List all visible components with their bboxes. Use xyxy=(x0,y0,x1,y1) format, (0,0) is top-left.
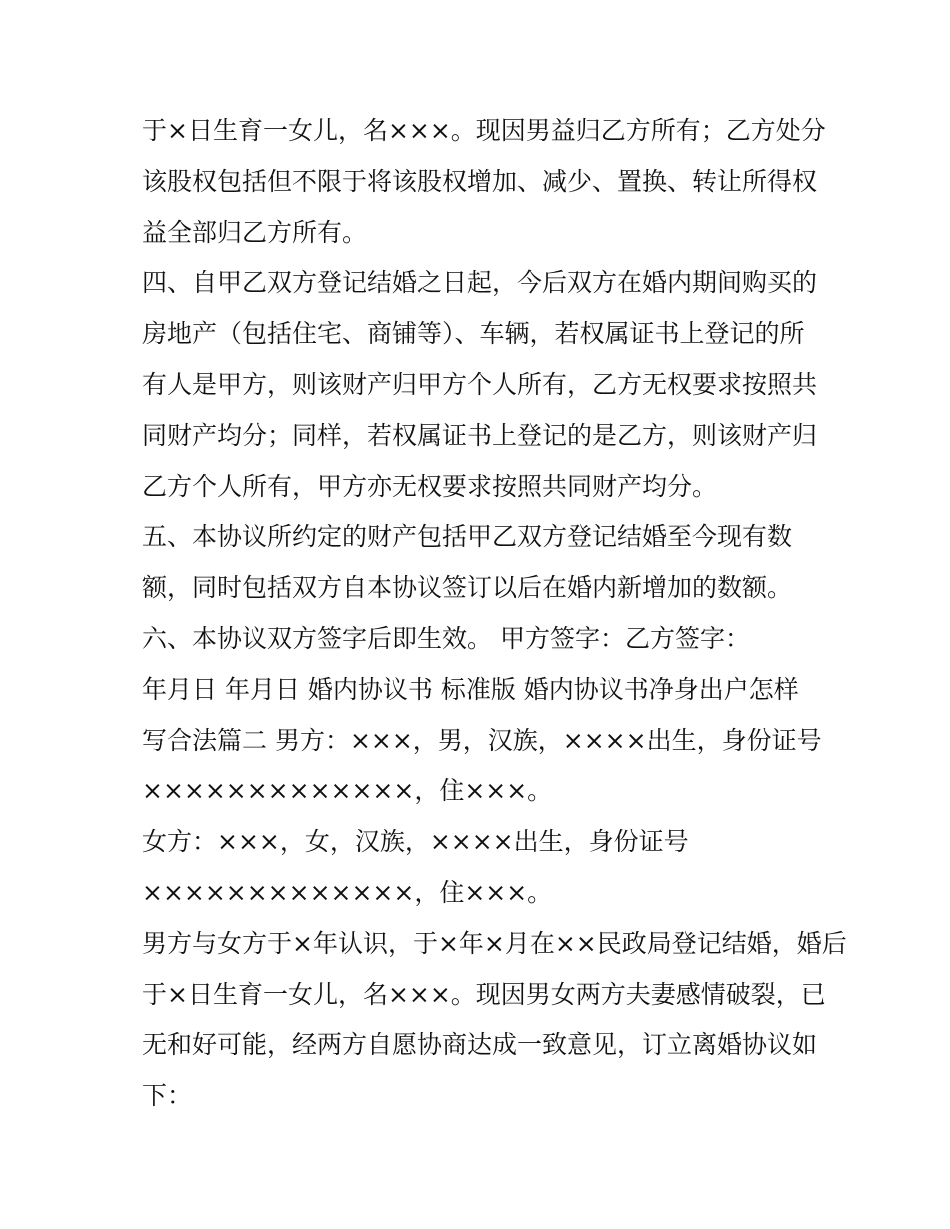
text-line: 有人是甲方，则该财产归甲方个人所有，乙方无权要求按照共 xyxy=(142,369,818,399)
text-line: 益全部归乙方所有。 xyxy=(142,217,368,247)
text-line: 四、自甲乙双方登记结婚之日起，今后双方在婚内期间购买的 xyxy=(142,268,818,298)
text-line: 于×日生育一女儿，名×××。现因男益归乙方所有；乙方处分 xyxy=(142,116,826,145)
text-line: 该股权包括但不限于将该股权增加、减少、置换、转让所得权 xyxy=(142,166,818,196)
text-line: ×××××××××××××，住×××。 xyxy=(142,776,553,806)
text-line: 五、本协议所约定的财产包括甲乙双方登记结婚至今现有数 xyxy=(142,522,793,552)
text-line: 乙方个人所有，甲方亦无权要求按照共同财产均分。 xyxy=(142,471,718,501)
text-line: 同财产均分；同样，若权属证书上登记的是乙方，则该财产归 xyxy=(142,420,818,450)
text-line: ×××××××××××××，住×××。 xyxy=(142,877,553,907)
text-line: 六、本协议双方签字后即生效。 甲方签字：乙方签字： xyxy=(142,623,750,653)
text-line: 房地产（包括住宅、商铺等）、车辆，若权属证书上登记的所 xyxy=(142,319,805,349)
text-line: 无和好可能，经两方自愿协商达成一致意见，订立离婚协议如 xyxy=(142,1030,818,1060)
document-body xyxy=(142,106,847,1122)
text-line: 写合法篇二 男方：×××，男，汉族，××××出生，身份证号 xyxy=(142,725,822,755)
text-line: 女方：×××，女，汉族，××××出生，身份证号 xyxy=(142,827,689,857)
text-line: 于×日生育一女儿，名×××。现因男女两方夫妻感情破裂，已 xyxy=(142,979,826,1009)
text-line: 男方与女方于×年认识，于×年×月在××民政局登记结婚，婚后 xyxy=(142,928,847,958)
text-line: 下： xyxy=(142,1081,193,1111)
text-line: 额，同时包括双方自本协议签订以后在婚内新增加的数额。 xyxy=(142,573,793,603)
text-line: 年月日 年月日 婚内协议书 标准版 婚内协议书净身出户怎样 xyxy=(142,674,799,704)
